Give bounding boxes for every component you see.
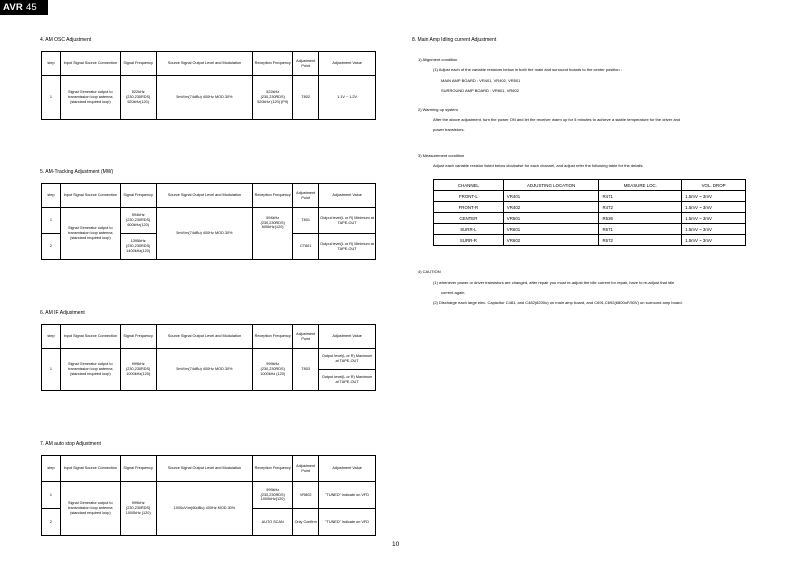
alignment-text: (1) Adjust each of the variable resistors below in both the main and surround boards to the center position :	[433, 67, 622, 72]
header-row	[42, 52, 376, 76]
warming-up-text: After the above adjustment, turn the power ON and let the receiver warm up for 5 minutes to achieve a stable temperature for the driver and	[433, 117, 681, 122]
am-if-table	[41, 324, 376, 391]
cell-point: T803	[293, 349, 319, 391]
col-reception: Reception Frequency	[253, 184, 293, 208]
col-step: step	[42, 184, 61, 208]
col-value: Adjustment Value	[319, 184, 376, 208]
sec6-title: 6. AM IF Adjustment	[40, 310, 85, 316]
am-autostop-table	[41, 455, 376, 536]
channel-header-row	[434, 180, 746, 191]
table-row	[434, 224, 746, 235]
alignment-condition: 1) Alignment condition	[418, 57, 458, 62]
table-row	[42, 349, 376, 370]
cell-source: Signal Generator output to transmission loop antenna (standard required loop)	[60, 76, 120, 120]
cell-level: 5mV/m(74dBu) 400Hz MOD.30%	[156, 76, 253, 120]
brand-label: AVR	[3, 2, 23, 13]
col-source: Input Signal Source Connection	[60, 52, 120, 76]
col-reception: Reception Frequency	[253, 456, 293, 482]
model-badge	[0, 0, 48, 15]
cell-channel: CENTER	[434, 213, 504, 224]
sec4-title: 4. AM OSC Adjustment	[40, 37, 92, 43]
cell-signal: 522kHz (230,230RDS) 520kHz(120)	[120, 76, 156, 120]
col-measure-loc: MEASURE LOC.	[599, 180, 682, 191]
cell-value: "TUNED" indicate on VFD	[319, 509, 376, 536]
channel-table	[433, 179, 746, 246]
cell-signal: 999kHz (230,230RDS) 1000kHz (120)	[120, 482, 156, 536]
col-level: Source Signal Output Level and Modulation	[156, 52, 253, 76]
caution-text-2: (2) Discharge each large elec. Capacitor C481, and C482(8200u) on main amp board, and C691,C692(6800uF/50V) on surround amp board.	[433, 300, 683, 305]
cell-value: 1.1V ~ 1.2V	[319, 76, 376, 120]
caution-title: 4) CAUTION	[418, 269, 441, 274]
cell-signal: 999kHz (230,230RDS) 1000kHz(120)	[120, 349, 156, 391]
table-row	[42, 482, 376, 509]
table-row	[434, 213, 746, 224]
cell-drop: 1.5mV ~ 3mV	[682, 213, 746, 224]
cell-location: VR402	[503, 202, 599, 213]
col-source: Input Signal Source Connection	[60, 456, 120, 482]
cell-step: 1	[42, 208, 61, 234]
cell-step: 2	[42, 509, 61, 536]
col-level: Source Signal Output Level and Modulation	[156, 456, 253, 482]
cell-source: Signal Generator output to transmission loop antenna (standard required loop)	[60, 349, 120, 391]
col-vol-drop: VOL. DROP	[682, 180, 746, 191]
cell-level: 1000uV/m(60dBu) 400Hz MOD.30%	[156, 482, 253, 536]
cell-reception: 594kHz (230,230RDS) 600kHz(120)	[253, 208, 293, 260]
col-level: Source Signal Output Level and Modulation	[156, 325, 253, 349]
cell-location: VR602	[503, 235, 599, 246]
col-point: Adjustment Point	[293, 184, 319, 208]
cell-drop: 1.5mV ~ 3mV	[682, 202, 746, 213]
cell-measure: R472	[599, 202, 682, 213]
cell-drop: 1.5mV ~ 3mV	[682, 191, 746, 202]
cell-measure: R471	[599, 191, 682, 202]
col-signal: Signal Frequency	[120, 456, 156, 482]
cell-level: 5mV/m(74dBu) 400Hz MOD.30%	[156, 208, 253, 260]
col-signal: Signal Frequency	[120, 52, 156, 76]
cell-channel: SURR-R	[434, 235, 504, 246]
cell-value: Output level(L or R) Maximum at TAPE-OUT	[319, 370, 376, 391]
cell-value: "TUNED" indicate on VFD	[319, 482, 376, 509]
cell-point: VR802	[293, 482, 319, 509]
cell-point: CT801	[293, 234, 319, 260]
caution-text-1b: current again.	[441, 290, 466, 295]
measurement-title: 3) Measurement condition	[418, 153, 465, 158]
cell-measure: R671	[599, 224, 682, 235]
measurement-text: Adjust each variable resistor listed below clockwise for each channel, and adjust refer the following table for the details.	[433, 163, 644, 168]
col-channel: CHANNEL	[434, 180, 504, 191]
page-number: 10	[392, 541, 400, 548]
header-row	[42, 184, 376, 208]
col-point: Adjustment Point	[293, 52, 319, 76]
cell-measure: R672	[599, 235, 682, 246]
table-row	[434, 191, 746, 202]
main-amp-board: MAIN AMP BOARD : VR401, VR402, VR501	[441, 78, 521, 83]
cell-reception: 999kHz (230,230RDS) 1000kHz (120)	[253, 349, 293, 391]
cell-channel: SURR-L	[434, 224, 504, 235]
cell-source: Signal Generator output to transmission loop antenna (standard required loop)	[60, 482, 120, 536]
cell-step: 1	[42, 482, 61, 509]
col-step: step	[42, 325, 61, 349]
cell-channel: FRONT-R	[434, 202, 504, 213]
table-row	[42, 76, 376, 120]
sec8-title: 8. Main Amp Idling current Adjustment	[412, 37, 497, 43]
cell-drop: 1.5mV ~ 3mV	[682, 235, 746, 246]
table-row	[434, 235, 746, 246]
cell-location: VR401	[503, 191, 599, 202]
cell-signal: 594kHz (230,230RDS) 600kHz(120)	[120, 208, 156, 234]
col-value: Adjustment Value	[319, 325, 376, 349]
cell-step: 1	[42, 349, 61, 391]
warming-up-text-2: power transistors.	[433, 127, 465, 132]
col-reception: Reception Frequency	[253, 325, 293, 349]
cell-point: T801	[293, 208, 319, 234]
cell-reception: 522kHz (230,230RDS) 520kHz (120) (P9)	[253, 76, 293, 120]
col-level: Source Signal Output Level and Modulation	[156, 184, 253, 208]
col-reception: Reception Frequency	[253, 52, 293, 76]
cell-step: 1	[42, 76, 61, 120]
cell-signal: 1395kHz (230,230RDS) 1400kHz(120)	[120, 234, 156, 260]
caution-text-1: (1) whenever power or driver transistors are changed, after repair you must re-adjust the idle current for repair, have to re-adjust that idle	[433, 280, 675, 285]
cell-level: 5mV/m(74dBu) 400Hz MOD.30%	[156, 349, 253, 391]
model-number: 45	[25, 2, 37, 13]
am-osc-table	[41, 51, 376, 120]
cell-value: Output level(L or R) Maximum at TAPE-OUT	[319, 349, 376, 370]
col-step: step	[42, 52, 61, 76]
sec5-title: 5. AM-Tracking Adjustment (MW)	[40, 169, 114, 175]
table-row	[42, 208, 376, 234]
col-point: Adjustment Point	[293, 325, 319, 349]
col-step: step	[42, 456, 61, 482]
header-row	[42, 325, 376, 349]
col-adjusting-location: ADJUSTING LOCATION	[503, 180, 599, 191]
col-signal: Signal Frequency	[120, 325, 156, 349]
cell-point: Only Confirm	[293, 509, 319, 536]
cell-location: VR501	[503, 213, 599, 224]
col-point: Adjustment Point	[293, 456, 319, 482]
am-tracking-table	[41, 183, 376, 260]
cell-drop: 1.5mV ~ 3mV	[682, 224, 746, 235]
cell-reception: 999kHz (230,230RDS) 1000kHz(120)	[253, 482, 293, 509]
header-row	[42, 456, 376, 482]
cell-location: VR601	[503, 224, 599, 235]
cell-value: Output level(L or R) Minimum at TAPE-OUT	[319, 208, 376, 234]
cell-measure: R536	[599, 213, 682, 224]
cell-step: 2	[42, 234, 61, 260]
cell-source: Signal Generator output to transmission loop antenna (standard required loop)	[60, 208, 120, 260]
col-signal: Signal Frequency	[120, 184, 156, 208]
col-value: Adjustment Value	[319, 456, 376, 482]
table-row	[434, 202, 746, 213]
cell-point: T802	[293, 76, 319, 120]
cell-value: Output level(L or R) Minimum at TAPE-OUT	[319, 234, 376, 260]
col-value: Adjustment Value	[319, 52, 376, 76]
cell-reception: AUTO SCAN	[253, 509, 293, 536]
sec7-title: 7. AM auto stop Adjustment	[40, 441, 101, 447]
col-source: Input Signal Source Connection	[60, 184, 120, 208]
col-source: Input Signal Source Connection	[60, 325, 120, 349]
warming-up-title: 2) Warming up system	[418, 107, 458, 112]
cell-channel: FRONT-L	[434, 191, 504, 202]
surround-amp-board: SURROUND AMP BOARD : VR601, VR602	[441, 88, 519, 93]
